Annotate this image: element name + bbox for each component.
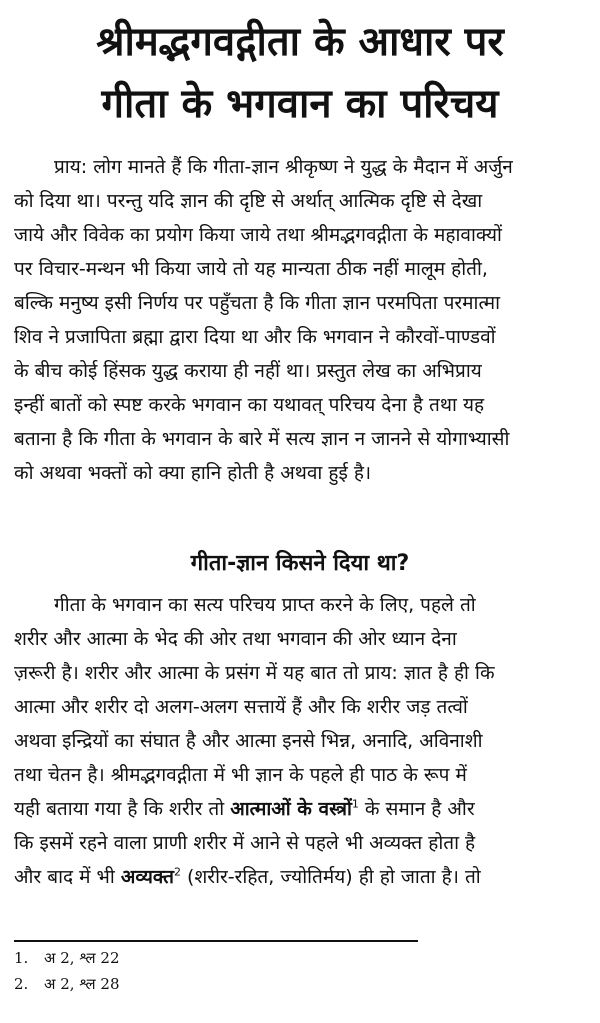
bold-term: आत्माओं के वस्त्रों [230, 798, 352, 820]
text-line-with-footnote [14, 792, 590, 826]
page-title-line-1: श्रीमद्भगवद्गीता के आधार पर [96, 19, 504, 65]
footnote-marker: 2 [173, 865, 181, 879]
text-line: के बीच कोई हिंसक युद्ध कराया ही नहीं था। प्रस्तुत लेख का अभिप्राय [14, 360, 482, 382]
text-line: कि इसमें रहने वाला प्राणी शरीर में आने से पहले भी अव्यक्त होता है [14, 832, 476, 854]
page-title-line-2: गीता के भगवान का परिचय [101, 81, 499, 127]
text-line: प्राय: लोग मानते हैं कि गीता-ज्ञान श्रीकृष्ण ने युद्ध के मैदान में अर्जुन [54, 156, 513, 178]
text-segment: यही बताया गया है कि शरीर तो [14, 798, 231, 820]
footnote-number: 1. [14, 949, 29, 967]
footnote-text: अ 2, श्ल 28 [44, 975, 120, 993]
text-line: को अथवा भक्तों को क्या हानि होती है अथवा हुई है। [14, 462, 372, 484]
text-segment: और बाद में भी [14, 866, 121, 888]
text-line: को दिया था। परन्तु यदि ज्ञान की दृष्टि से अर्थात् आत्मिक दृष्टि से देखा [14, 190, 483, 212]
text-line: अथवा इन्द्रियों का संघात है और आत्मा इनसे भिन्न, अनादि, अविनाशी [14, 730, 483, 752]
text-segment: के समान है और [358, 798, 475, 820]
section-paragraph [14, 588, 590, 894]
text-line: ज़रूरी है। शरीर और आत्मा के प्रसंग में यह बात तो प्राय: ज्ञात है ही कि [14, 662, 495, 684]
text-line: जाये और विवेक का प्रयोग किया जाये तथा श्रीमद्भगवद्गीता के महावाक्यों [14, 224, 502, 246]
text-line: गीता के भगवान का सत्य परिचय प्राप्त करने के लिए, पहले तो [54, 594, 476, 616]
section-heading: गीता-ज्ञान किसने दिया था? [190, 551, 410, 576]
footnote [14, 973, 120, 995]
text-line-with-footnote [14, 860, 590, 894]
text-segment: (शरीर-रहित, ज्योतिर्मय) ही हो जाता है। तो [180, 866, 481, 888]
text-line: शिव ने प्रजापिता ब्रह्मा द्वारा दिया था और कि भगवान ने कौरवों-पाण्डवों [14, 326, 496, 348]
footnote-text: अ 2, श्ल 22 [44, 949, 120, 967]
text-line: बताना है कि गीता के भगवान के बारे में सत्य ज्ञान न जानने से योगाभ्यासी [14, 428, 510, 450]
footnote-number: 2. [14, 975, 29, 993]
text-line: इन्हीं बातों को स्पष्ट करके भगवान का यथावत् परिचय देना है तथा यह [14, 394, 485, 416]
intro-paragraph [14, 150, 590, 490]
footnote-divider [14, 940, 418, 942]
text-line: बल्कि मनुष्य इसी निर्णय पर पहुँचता है कि गीता ज्ञान परमपिता परमात्मा [14, 292, 501, 314]
bold-term: अव्यक्त [120, 866, 174, 888]
text-line: तथा चेतन है। श्रीमद्भगवद्गीता में भी ज्ञान के पहले ही पाठ के रूप में [14, 764, 467, 786]
text-line: पर विचार-मन्थन भी किया जाये तो यह मान्यता ठीक नहीं मालूम होती, [14, 258, 488, 280]
text-line: शरीर और आत्मा के भेद की ओर तथा भगवान की ओर ध्यान देना [14, 628, 457, 650]
text-line: आत्मा और शरीर दो अलग-अलग सत्तायें हैं और कि शरीर जड़ तत्वों [14, 696, 468, 718]
footnote [14, 947, 120, 969]
footnote-marker: 1 [351, 797, 359, 811]
